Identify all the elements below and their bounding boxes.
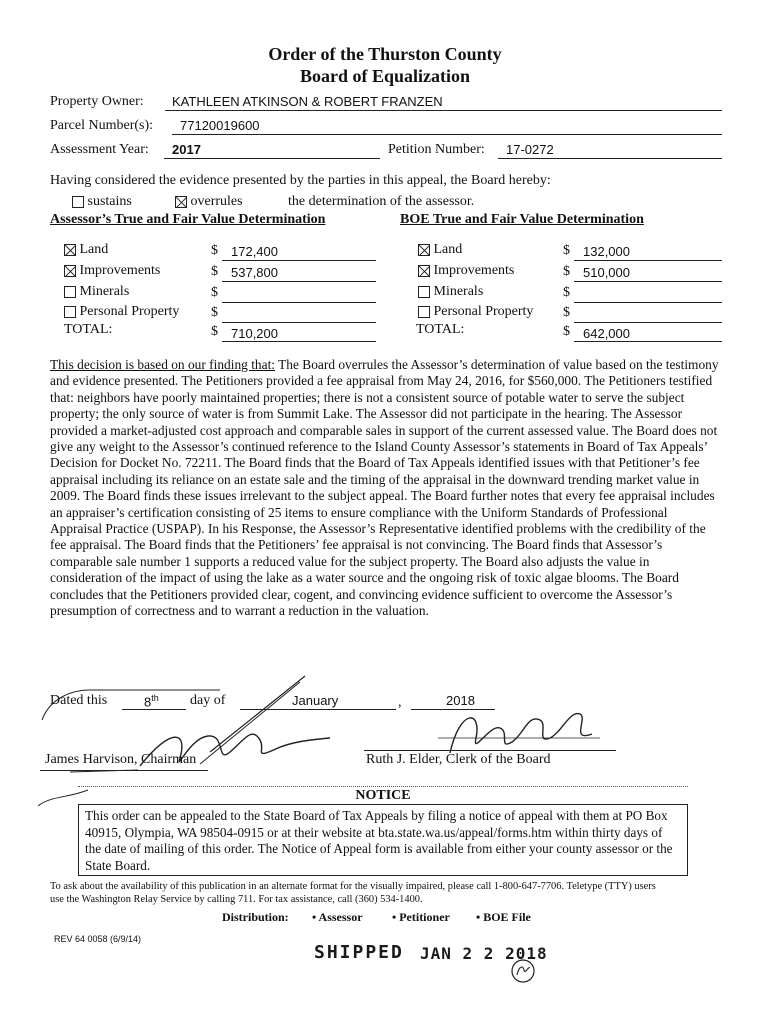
chair-name: James Harvison, Chairman: [45, 752, 197, 767]
dated-day: 8th: [144, 693, 159, 710]
boe-dollar-1: $: [563, 243, 570, 258]
assessor-minerals-checkbox[interactable]: [64, 286, 76, 298]
assessor-dollar-4: $: [211, 305, 218, 320]
overrules-option[interactable]: [175, 194, 243, 210]
boe-personal-checkbox[interactable]: [418, 306, 430, 318]
boe-line-4: [574, 306, 722, 323]
assessor-improvements-label: Improvements: [79, 263, 161, 278]
assessor-improvements-value: 537,800: [231, 265, 278, 280]
assessor-personal-label: Personal Property: [79, 304, 180, 319]
dated-prefix: Dated this: [50, 693, 108, 708]
boe-improvements-label: Improvements: [433, 263, 515, 278]
distribution-label: Distribution:: [222, 910, 289, 924]
assessor-line-4: [222, 306, 376, 323]
boe-row-land: [418, 242, 462, 262]
boe-dollar-4: $: [563, 305, 570, 320]
boe-heading: BOE True and Fair Value Determination: [400, 212, 644, 227]
distribution-assessor: • Assessor: [312, 910, 363, 924]
shipped-stamp: SHIPPED: [314, 942, 404, 963]
boe-improvements-checkbox[interactable]: [418, 265, 430, 277]
assessor-personal-checkbox[interactable]: [64, 306, 76, 318]
decision-intro: Having considered the evidence presented by the parties in this appeal, the Board hereby:: [50, 173, 551, 188]
sustains-checkbox[interactable]: [72, 196, 84, 208]
boe-dollar-2: $: [563, 264, 570, 279]
boe-land-label: Land: [433, 242, 463, 257]
distribution-boe-file: • BOE File: [476, 910, 531, 924]
parcel-label: Parcel Number(s):: [50, 118, 154, 133]
clerk-signature-line: [364, 750, 616, 751]
boe-land-checkbox[interactable]: [418, 244, 430, 256]
dated-comma: ,: [398, 695, 402, 710]
assessor-dollar-total: $: [211, 324, 218, 339]
assessor-line-3: [222, 286, 376, 303]
title-line-1: Order of the Thurston County: [268, 44, 502, 64]
dated-month: January: [292, 693, 339, 708]
boe-land-value: 132,000: [583, 244, 630, 259]
boe-total-value: 642,000: [583, 326, 630, 341]
assessor-land-checkbox[interactable]: [64, 244, 76, 256]
assessor-minerals-label: Minerals: [79, 284, 130, 299]
assessor-improvements-checkbox[interactable]: [64, 265, 76, 277]
assessor-row-improvements: [64, 263, 160, 283]
assessor-dollar-1: $: [211, 243, 218, 258]
year-value: 2017: [172, 142, 201, 157]
boe-improvements-value: 510,000: [583, 265, 630, 280]
petition-label: Petition Number:: [388, 142, 485, 157]
owner-value: KATHLEEN ATKINSON & ROBERT FRANZEN: [172, 94, 443, 109]
sustains-option[interactable]: [72, 194, 132, 210]
assessor-row-land: [64, 242, 108, 262]
boe-personal-label: Personal Property: [433, 304, 534, 319]
assessor-land-label: Land: [79, 242, 109, 257]
shipped-stamp-date: JAN 2 2 2018: [420, 944, 548, 963]
assessor-total-label: TOTAL:: [64, 322, 113, 337]
accessibility-note: To ask about the availability of this publication in an alternate format for the visually impaired, please call 1-800-647-7706. Teletype (TTY) users use the Washington Relay Service by calling 711. For tax assistance, call (360) 534-1400.: [50, 881, 656, 905]
notice-text: This order can be appealed to the State Board of Tax Appeals by filing a notice of appeal with them at PO Box 40915, Olympia, WA 98504-0915 or at their website at bta.state.wa.us/appeal/forms.htm within thirty days of the date of mailing of this order. The Notice of Appeal form is available from either your county assessor or the State Board.: [85, 808, 673, 873]
dated-year: 2018: [446, 693, 475, 708]
chair-signature-line: [40, 770, 208, 771]
parcel-value: 77120019600: [180, 118, 260, 133]
overrules-label: overrules: [190, 194, 243, 209]
boe-dollar-total: $: [563, 324, 570, 339]
notice-heading: NOTICE: [355, 788, 411, 803]
owner-label: Property Owner:: [50, 94, 144, 109]
boe-dollar-3: $: [563, 285, 570, 300]
assessor-row-minerals: [64, 284, 129, 304]
notice-divider: [78, 786, 688, 787]
boe-minerals-checkbox[interactable]: [418, 286, 430, 298]
distribution-petitioner: • Petitioner: [392, 910, 450, 924]
assessor-dollar-3: $: [211, 285, 218, 300]
dated-mid: day of: [190, 693, 226, 708]
boe-row-minerals: [418, 284, 483, 304]
boe-line-3: [574, 286, 722, 303]
assessor-land-value: 172,400: [231, 244, 278, 259]
title-line-2: Board of Equalization: [299, 66, 471, 86]
boe-row-improvements: [418, 263, 514, 283]
finding-paragraph: [50, 357, 722, 620]
initials-circle-icon: [508, 956, 538, 986]
boe-total-label: TOTAL:: [416, 322, 465, 337]
assessor-dollar-2: $: [211, 264, 218, 279]
chair-signature-scribble: [30, 668, 350, 808]
boe-row-personal: [418, 304, 533, 324]
assessor-heading: Assessor’s True and Fair Value Determination: [50, 212, 326, 227]
petition-value: 17-0272: [506, 142, 554, 157]
finding-lead: This decision is based on our finding that:: [50, 357, 276, 372]
boe-minerals-label: Minerals: [433, 284, 484, 299]
assessor-total-value: 710,200: [231, 326, 278, 341]
form-code: REV 64 0058 (6/9/14): [54, 934, 142, 944]
clerk-name: Ruth J. Elder, Clerk of the Board: [366, 752, 551, 767]
sustains-label: sustains: [87, 194, 132, 209]
year-label: Assessment Year:: [50, 142, 149, 157]
assessor-row-personal: [64, 304, 179, 324]
decision-suffix: the determination of the assessor.: [288, 194, 475, 209]
overrules-checkbox[interactable]: [175, 196, 187, 208]
notice-box: [78, 804, 688, 876]
finding-text: The Board overrules the Assessor’s determination of value based on the testimony and evidence presented. The Petitioners provided a fee appraisal from May 24, 2016, for $560,000. The Petitioners testified that: neighbors have poorly maintained properties; there is not a consistent source of potable water to serve the subject property; the only source of water is from Summit Lake. The Assessor did not participate in the hearing. The Assessor provided a market-adjusted cost approach and comparable sales in support of the current assessed value. The Board does not give any weight to the Assessor’s continued reference to the Island County Assessor’s statements in Board of Tax Appeals’ Decision for Docket No. 72211. The Board finds that the Board of Tax Appeals identified issues with that Petitioner’s fee appraisal including its reliance on an estate sale and the timing of the appraisal in the downward trending market value in 2009. The Board finds these issues irrelevant to the subject appeal. The Board further notes that every fee appraisal includes an appraiser’s certification consisting of 25 items to ensure compliance with the Uniform Standards of Professional Appraisal Practice (USPAP). In his Response, the Assessor’s Representative identified problems with the credibility of the fee appraisal. The Board finds that the Petitioners’ fee appraisal is not convincing. The Board finds that Assessor’s comparable sale number 1 supports a reduced value for the subject property. The Board also adjusts the value in consideration of the impact of using the lake as a water source and the ongoing risk of toxic algae blooms. The Board concludes that the Petitioners provided clear, cogent, and convincing evidence sufficient to overcome the Assessor’s presumption of correctness and to warrant a reduction in the valuation.: [50, 357, 719, 619]
